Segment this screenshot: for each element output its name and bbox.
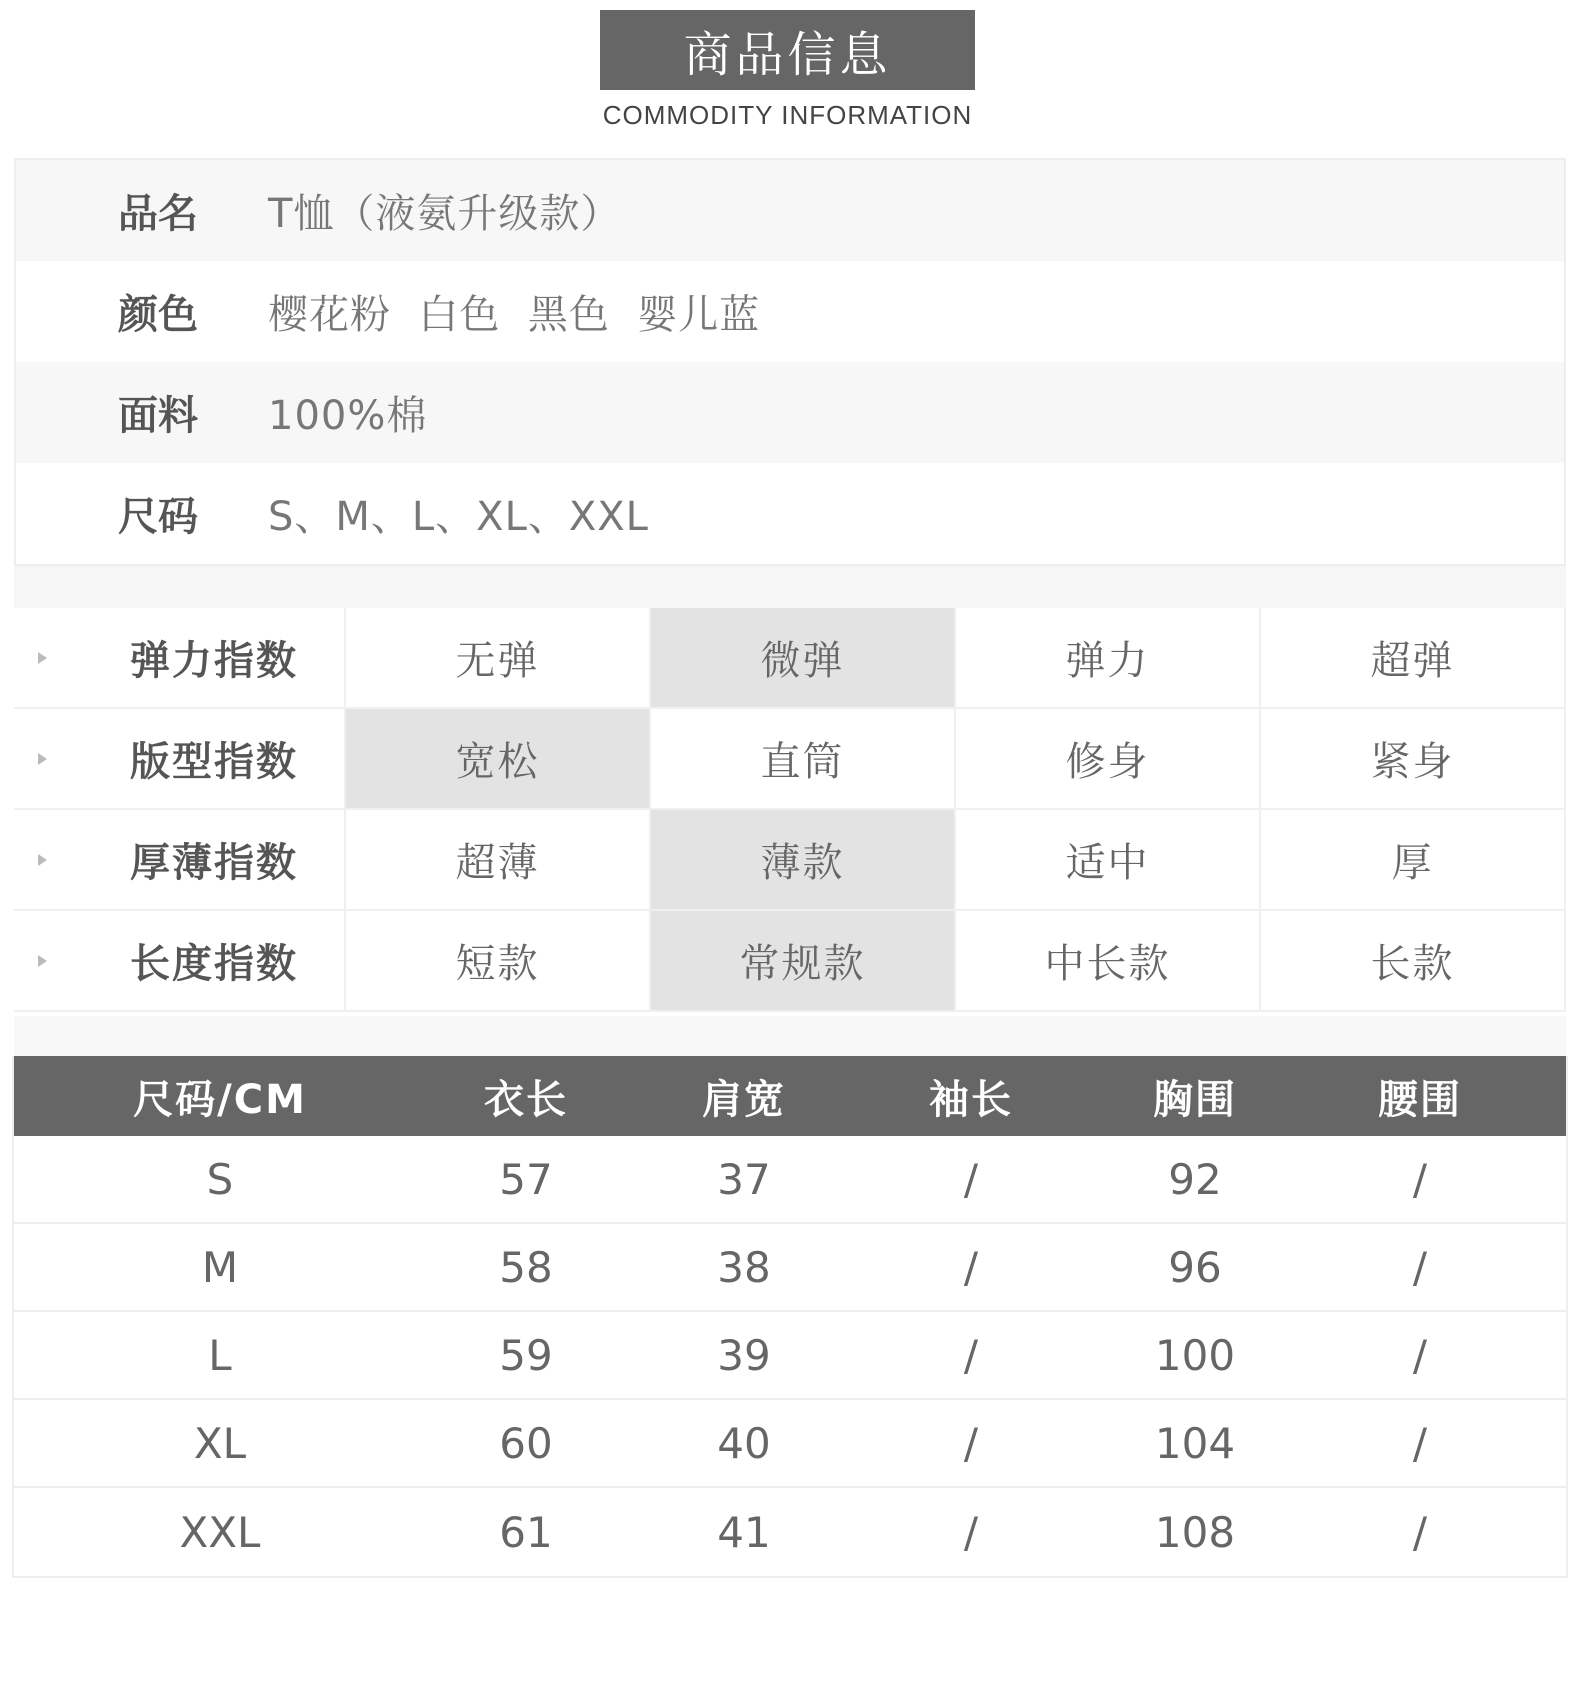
index-label: 版型指数 xyxy=(130,739,298,785)
table-row xyxy=(14,1224,1566,1312)
index-label-cell xyxy=(14,709,346,808)
size-cell: 41 xyxy=(717,1507,771,1557)
size-cell: 37 xyxy=(717,1154,771,1204)
size-cell: 96 xyxy=(1168,1242,1222,1292)
index-option: 适中 xyxy=(956,810,1261,909)
index-option: 超弹 xyxy=(1261,608,1566,707)
info-value: 100%棉 xyxy=(268,393,428,439)
size-cell: / xyxy=(1412,1418,1428,1468)
size-cell: XXL xyxy=(179,1507,261,1557)
table-row xyxy=(14,1312,1566,1400)
index-option: 修身 xyxy=(956,709,1261,808)
index-label-cell xyxy=(14,608,346,707)
index-option: 直筒 xyxy=(651,709,956,808)
size-cell: 39 xyxy=(717,1330,771,1380)
index-row xyxy=(14,810,1566,911)
index-label: 弹力指数 xyxy=(130,638,298,684)
info-value: 樱花粉 白色 黑色 婴儿蓝 xyxy=(268,292,761,338)
index-option: 超薄 xyxy=(346,810,651,909)
size-cell: 59 xyxy=(499,1330,553,1380)
index-label: 长度指数 xyxy=(130,941,298,987)
size-cell: L xyxy=(208,1330,232,1380)
triangle-bullet-icon xyxy=(38,955,47,967)
size-header-cell: 腰围 xyxy=(1378,1076,1462,1123)
size-header-cell: 肩宽 xyxy=(702,1076,786,1123)
size-header-cell: 胸围 xyxy=(1153,1076,1237,1123)
size-table-header xyxy=(14,1056,1566,1136)
size-cell: / xyxy=(963,1330,979,1380)
index-option: 短款 xyxy=(346,911,651,1010)
info-table xyxy=(14,158,1566,566)
index-row xyxy=(14,608,1566,709)
size-cell: 38 xyxy=(717,1242,771,1292)
info-label: 尺码 xyxy=(118,494,198,540)
triangle-bullet-icon xyxy=(38,753,47,765)
index-option: 长款 xyxy=(1261,911,1566,1010)
size-cell: XL xyxy=(193,1418,247,1468)
size-cell: 58 xyxy=(499,1242,553,1292)
size-table xyxy=(12,1056,1568,1578)
size-cell: / xyxy=(1412,1154,1428,1204)
info-value: S、M、L、XL、XXL xyxy=(268,494,649,540)
size-cell: 57 xyxy=(499,1154,553,1204)
index-label-cell xyxy=(14,911,346,1010)
triangle-bullet-icon xyxy=(38,652,47,664)
size-cell: / xyxy=(1412,1330,1428,1380)
size-cell: M xyxy=(201,1242,239,1292)
size-header-cell: 袖长 xyxy=(929,1076,1013,1123)
index-label-cell xyxy=(14,810,346,909)
index-table xyxy=(14,608,1566,1012)
size-table-body xyxy=(14,1136,1566,1576)
size-cell: / xyxy=(1412,1242,1428,1292)
index-option: 无弹 xyxy=(346,608,651,707)
size-cell: 92 xyxy=(1168,1154,1222,1204)
size-cell: / xyxy=(1412,1507,1428,1557)
info-row-fabric xyxy=(16,362,1564,463)
divider-band xyxy=(14,566,1566,608)
info-label: 颜色 xyxy=(118,292,198,338)
index-option-selected: 微弹 xyxy=(651,608,956,707)
info-row-size xyxy=(16,463,1564,564)
size-cell: 60 xyxy=(499,1418,553,1468)
size-header-cell: 衣长 xyxy=(484,1076,568,1123)
size-cell: / xyxy=(963,1418,979,1468)
size-cell: 104 xyxy=(1154,1418,1236,1468)
size-cell: / xyxy=(963,1154,979,1204)
size-cell: / xyxy=(963,1507,979,1557)
table-row xyxy=(14,1136,1566,1224)
divider-band xyxy=(14,1016,1566,1056)
index-label: 厚薄指数 xyxy=(130,840,298,886)
size-cell: S xyxy=(206,1154,234,1204)
size-cell: 108 xyxy=(1154,1507,1236,1557)
size-header-cell: 尺码/CM xyxy=(133,1076,307,1123)
info-row-color xyxy=(16,261,1564,362)
index-option: 紧身 xyxy=(1261,709,1566,808)
info-label: 面料 xyxy=(118,393,198,439)
size-cell: 40 xyxy=(717,1418,771,1468)
index-option: 厚 xyxy=(1261,810,1566,909)
index-option: 弹力 xyxy=(956,608,1261,707)
size-cell: / xyxy=(963,1242,979,1292)
index-row xyxy=(14,911,1566,1012)
index-option-selected: 常规款 xyxy=(651,911,956,1010)
table-row xyxy=(14,1400,1566,1488)
info-value: T恤（液氨升级款） xyxy=(268,191,622,237)
info-row-name xyxy=(16,160,1564,261)
size-cell: 61 xyxy=(499,1507,553,1557)
index-row xyxy=(14,709,1566,810)
index-option: 中长款 xyxy=(956,911,1261,1010)
index-option-selected: 薄款 xyxy=(651,810,956,909)
info-label: 品名 xyxy=(118,191,198,237)
triangle-bullet-icon xyxy=(38,854,47,866)
section-title: 商品信息 xyxy=(600,10,975,90)
index-option-selected: 宽松 xyxy=(346,709,651,808)
section-subtitle: COMMODITY INFORMATION xyxy=(602,100,973,130)
table-row xyxy=(14,1488,1566,1576)
size-cell: 100 xyxy=(1154,1330,1236,1380)
